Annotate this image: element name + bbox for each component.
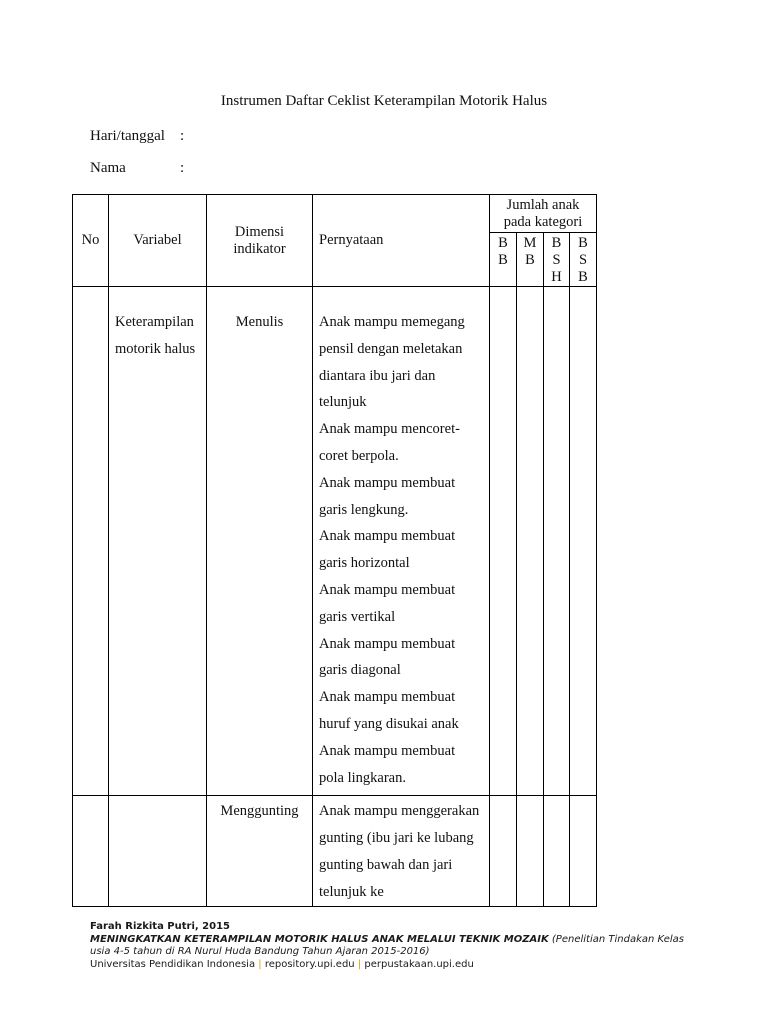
- row-pernyataan: [313, 796, 490, 906]
- header-dimensi-line1: Dimensi: [234, 223, 285, 240]
- header-cat-mb: [517, 233, 544, 287]
- checklist-table: [72, 194, 597, 907]
- cell-bsh[interactable]: [544, 796, 570, 906]
- cat-letter: M: [523, 235, 537, 251]
- header-jumlah-line1: Jumlah anak: [506, 197, 580, 213]
- row-no: [73, 287, 109, 796]
- footer-author: Farah Rizkita Putri, 2015: [90, 921, 231, 932]
- footer-institution: Universitas Pendidikan Indonesia: [90, 958, 256, 970]
- name-field: [90, 160, 185, 177]
- cat-letter: S: [578, 252, 588, 268]
- cell-bb[interactable]: [490, 796, 517, 906]
- footer-library-link[interactable]: perpustakaan.upi.edu: [364, 958, 474, 970]
- cat-letter: H: [551, 269, 562, 285]
- date-field: [90, 128, 185, 145]
- name-colon: :: [180, 160, 185, 176]
- header-variabel: Variabel: [109, 195, 207, 287]
- variabel-line: motorik halus: [115, 341, 196, 357]
- footer-thesis-title: MENINGKATKAN KETERAMPILAN MOTORIK HALUS ANAK MELALUI TEKNIK MOZAIK: [90, 933, 549, 945]
- header-pernyataan: Pernyataan: [313, 195, 490, 287]
- footer-thesis-sub: (Penelitian Tindakan Kelas: [551, 933, 684, 945]
- footer-separator: |: [357, 958, 362, 970]
- date-colon: :: [180, 128, 185, 144]
- footer-separator: |: [258, 958, 262, 970]
- cell-bsb[interactable]: [570, 287, 597, 796]
- header-cat-bb: [490, 233, 517, 287]
- date-label: Hari/tanggal: [90, 128, 165, 144]
- statement: Anak mampu memegang pensil dengan meletakan diantara ibu jari dan telunjuk: [319, 314, 465, 411]
- cell-mb[interactable]: [517, 796, 544, 906]
- cat-letter: B: [525, 252, 535, 268]
- cat-letter: B: [498, 235, 508, 251]
- document-title: Instrumen Daftar Ceklist Keterampilan Motorik Halus: [220, 93, 548, 109]
- footer-links: [90, 959, 730, 972]
- cat-letter: B: [498, 252, 508, 268]
- statement: Anak mampu membuat garis lengkung.: [319, 474, 456, 518]
- cell-bb[interactable]: [490, 287, 517, 796]
- statement: Anak mampu mencoret-coret berpola.: [319, 421, 460, 464]
- table-row: [73, 287, 597, 796]
- cell-bsh[interactable]: [544, 287, 570, 796]
- row-no: [73, 796, 109, 906]
- statement: Anak mampu membuat pola lingkaran.: [319, 742, 456, 786]
- row-pernyataan: [313, 287, 490, 796]
- footer: [90, 921, 730, 971]
- header-no: No: [73, 195, 109, 287]
- cat-letter: B: [578, 269, 588, 285]
- cell-mb[interactable]: [517, 287, 544, 796]
- header-jumlah-line2: pada kategori: [503, 214, 583, 230]
- name-label: Nama: [90, 160, 126, 176]
- header-dimensi-line2: indikator: [233, 240, 286, 257]
- cell-bsb[interactable]: [570, 796, 597, 906]
- footer-thesis-sub-2: usia 4-5 tahun di RA Nurul Huda Bandung Tahun Ajaran 2015-2016): [90, 946, 430, 957]
- statement: Anak mampu membuat garis horizontal: [319, 528, 456, 572]
- statement: Anak mampu menggerakan gunting (ibu jari ke lubang gunting bawah dan jari telunjuk ke: [319, 803, 480, 900]
- row-variabel: [109, 796, 207, 906]
- header-dimensi: [207, 195, 313, 287]
- header-cat-bsh: [544, 233, 570, 287]
- header-jumlah: [490, 195, 597, 233]
- table-row: [73, 796, 597, 906]
- row-dimensi: Menggunting: [207, 796, 313, 906]
- variabel-line: Keterampilan: [115, 314, 194, 330]
- statement: Anak mampu membuat huruf yang disukai anak: [319, 689, 459, 732]
- statement: Anak mampu membuat garis diagonal: [319, 635, 456, 679]
- footer-thesis: [90, 934, 730, 947]
- row-dimensi: Menulis: [207, 287, 313, 796]
- cat-letter: B: [551, 235, 562, 251]
- cat-letter: S: [552, 252, 561, 268]
- statement: Anak mampu membuat garis vertikal: [319, 581, 456, 625]
- header-cat-bsb: [570, 233, 597, 287]
- cat-letter: B: [578, 235, 588, 251]
- row-variabel: [109, 287, 207, 796]
- footer-repo-link[interactable]: repository.upi.edu: [264, 958, 355, 970]
